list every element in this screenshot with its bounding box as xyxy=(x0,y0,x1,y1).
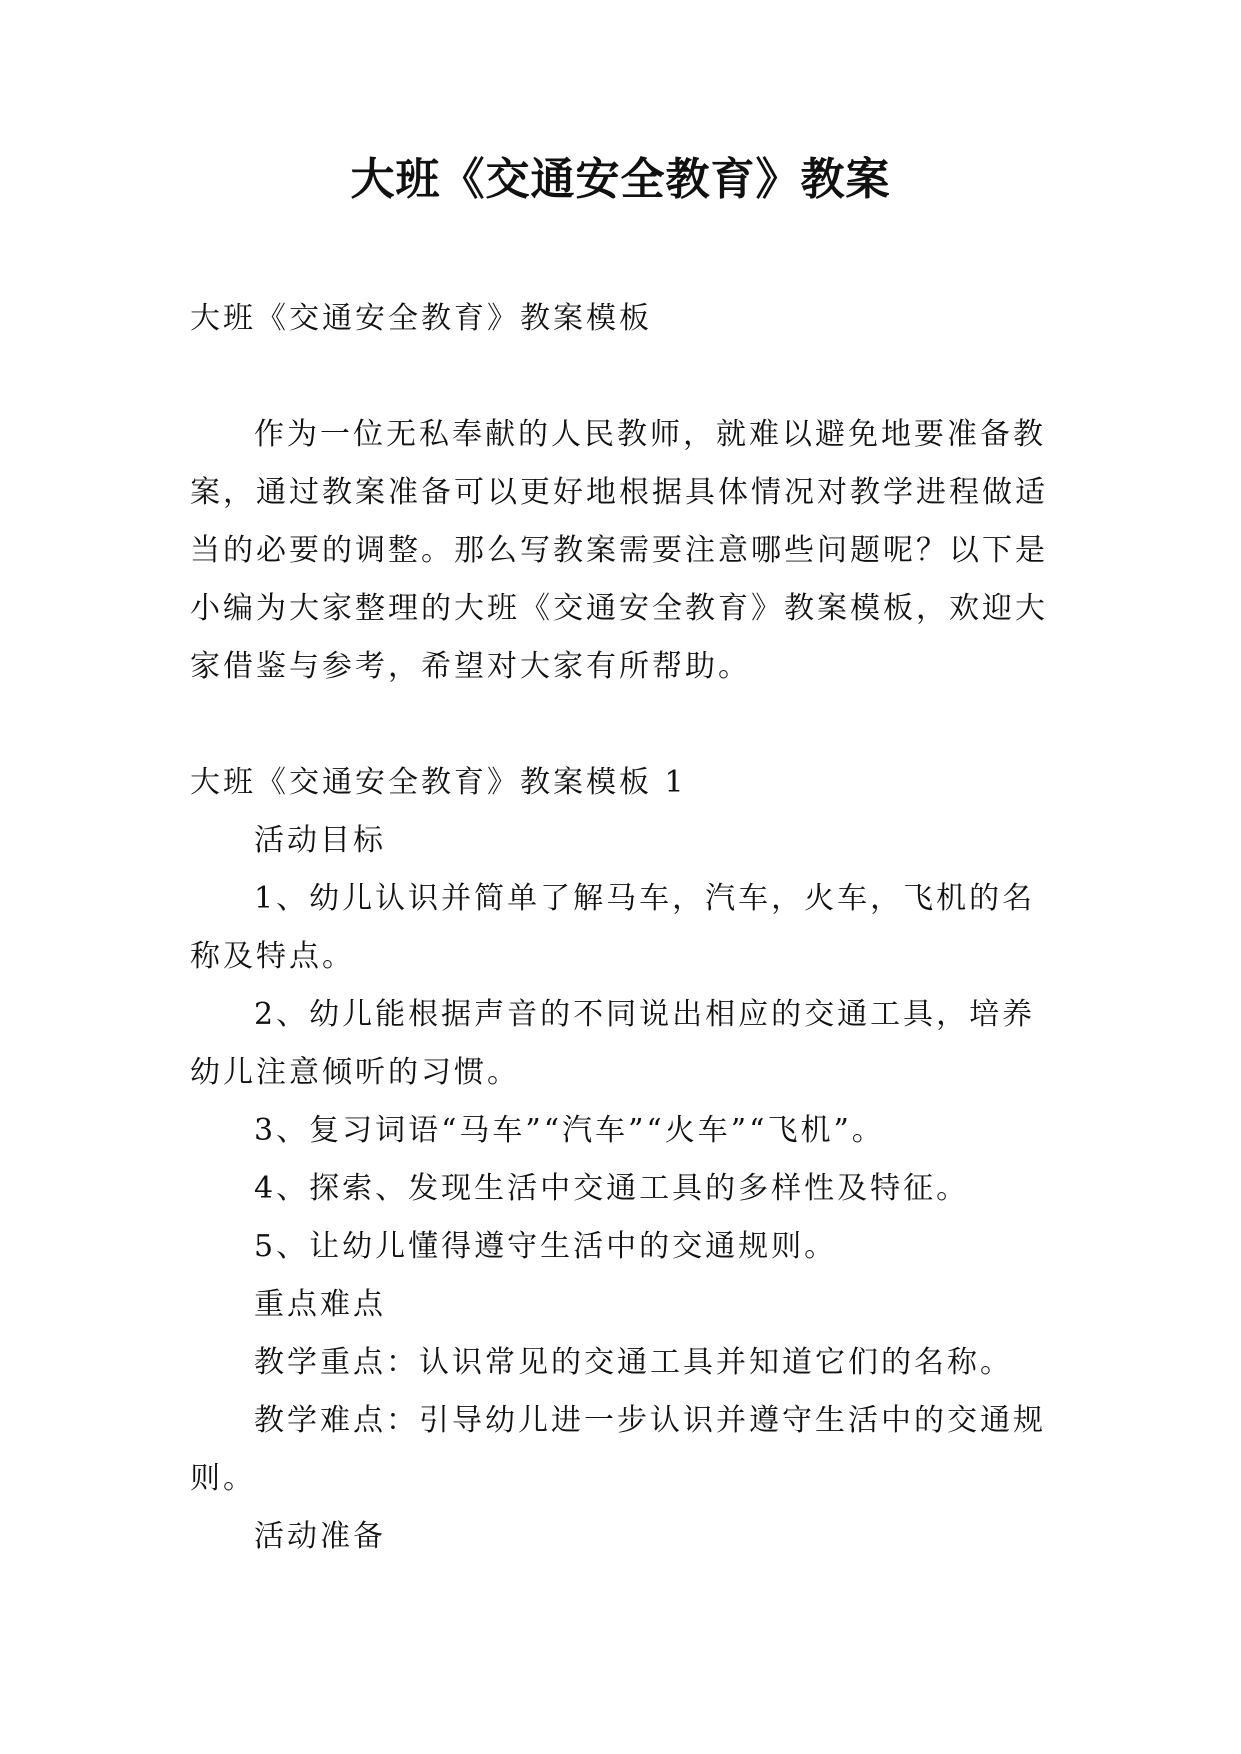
activity-goals-heading: 活动目标 xyxy=(254,823,386,858)
goal-item: 3、复习词语“马车”“汽车”“火车”“飞机”。 xyxy=(254,1113,885,1148)
goal-item: 1、幼儿认识并简单了解马车，汽车，火车，飞机的名称及特点。 xyxy=(190,881,1036,974)
document-title: 大班《交通安全教育》教案 xyxy=(350,154,891,205)
key-points-heading: 重点难点 xyxy=(254,1287,386,1322)
section-title: 大班《交通安全教育》教案模板 1 xyxy=(190,765,687,800)
document-subtitle: 大班《交通安全教育》教案模板 xyxy=(190,301,652,336)
document-body xyxy=(190,290,1052,1566)
activity-prep-heading: 活动准备 xyxy=(254,1519,386,1554)
intro-paragraph: 作为一位无私奉献的人民教师，就难以避免地要准备教案，通过教案准备可以更好地根据具体情况对教学进程做适当的必要的调整。那么写教案需要注意哪些问题呢？以下是小编为大家整理的大班《交通安全教育》教案模板，欢迎大家借鉴与参考，希望对大家有所帮助。 xyxy=(190,417,1048,684)
goal-item: 4、探索、发现生活中交通工具的多样性及特征。 xyxy=(254,1171,970,1206)
goal-item: 2、幼儿能根据声音的不同说出相应的交通工具，培养幼儿注意倾听的习惯。 xyxy=(190,997,1036,1090)
teaching-focus: 教学重点：认识常见的交通工具并知道它们的名称。 xyxy=(254,1345,1013,1380)
goal-item: 5、让幼儿懂得遵守生活中的交通规则。 xyxy=(254,1229,838,1264)
teaching-difficulty: 教学难点：引导幼儿进一步认识并遵守生活中的交通规则。 xyxy=(190,1403,1046,1496)
